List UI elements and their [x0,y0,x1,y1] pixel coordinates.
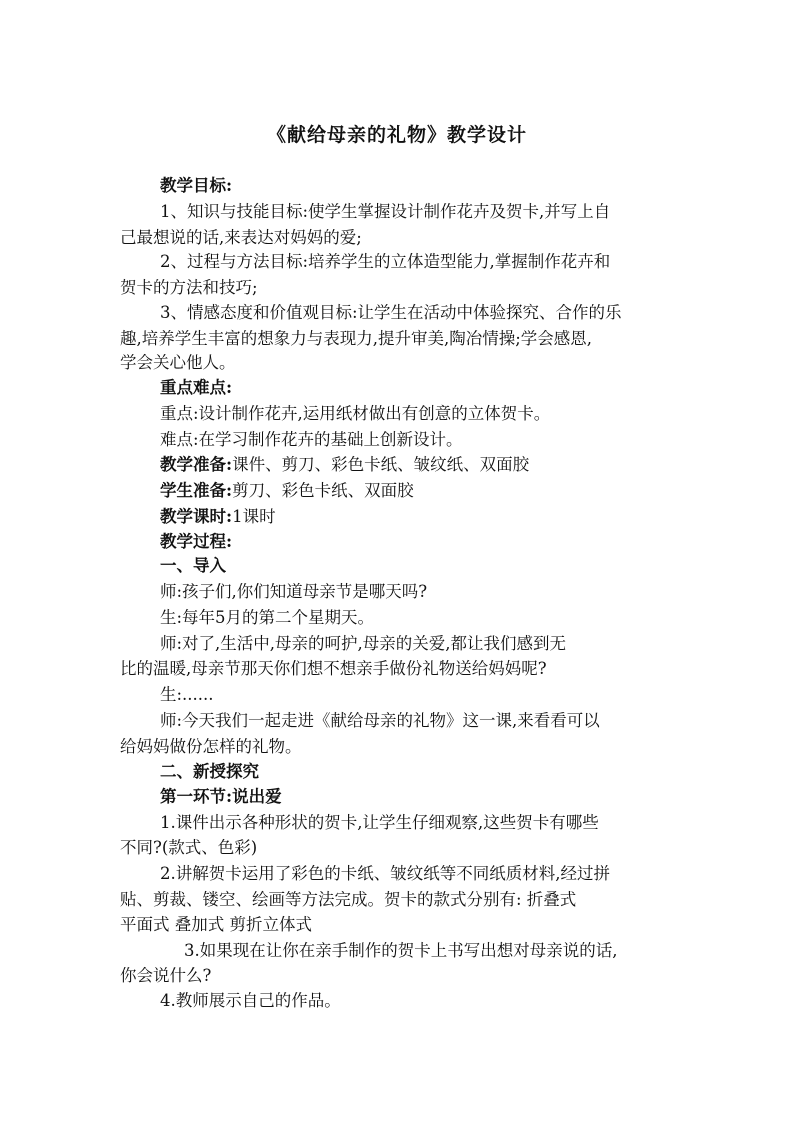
text-line: 重点难点: [160,378,233,397]
text-line: 你会说什么? [120,966,212,985]
text-line: 4.教师展示自己的作品。 [160,991,341,1010]
text-line: 贺卡的方法和技巧; [120,278,258,297]
text-line: 平面式 叠加式 剪折立体式 [120,915,312,934]
text-line: 1、知识与技能目标:使学生掌握设计制作花卉及贺卡,并写上自 [160,202,611,221]
line-text: 剪刀、彩色卡纸、双面胶 [232,481,414,500]
text-line: 学会关心他人。 [120,353,236,372]
line-text: 课件、剪刀、彩色卡纸、皱纹纸、双面胶 [232,455,530,474]
text-line: 难点:在学习制作花卉的基础上创新设计。 [160,430,463,449]
text-line: 不同?(款式、色彩) [120,838,258,857]
text-line: 一、导入 [160,556,226,575]
text-line: 3、情感态度和价值观目标:让学生在活动中体验探究、合作的乐 [160,303,622,322]
line-text: 1课时 [232,507,276,526]
line-label: 学生准备: [160,481,233,500]
text-line: 教学过程: [160,532,233,551]
text-line: 第一环节:说出爱 [160,787,282,806]
document-title: 《献给母亲的礼物》教学设计 [266,124,527,146]
line-label: 教学准备: [160,455,233,474]
text-line: 趣,培养学生丰富的想象力与表现力,提升审美,陶冶情操;学会感恩, [120,329,593,348]
labeled-line [120,505,720,529]
text-line: 教学目标: [160,176,233,195]
text-line: 己最想说的话,来表达对妈妈的爱; [120,228,362,247]
text-line: 3.如果现在让你在亲手制作的贺卡上书写出想对母亲说的话, [184,941,618,960]
text-line: 重点:设计制作花卉,运用纸材做出有创意的立体贺卡。 [160,404,551,423]
text-line: 二、新授探究 [160,762,259,781]
text-line: 师:对了,生活中,母亲的呵护,母亲的关爱,都让我们感到无 [160,634,567,653]
text-line: 师:孩子们,你们知道母亲节是哪天吗? [160,582,428,601]
text-line: 生:...... [160,685,214,704]
text-line: 给妈妈做份怎样的礼物。 [120,737,302,756]
text-line: 1.课件出示各种形状的贺卡,让学生仔细观察,这些贺卡有哪些 [160,813,599,832]
line-label: 教学课时: [160,507,233,526]
text-line: 贴、剪裁、镂空、绘画等方法完成。贺卡的款式分别有: 折叠式 [120,890,577,909]
labeled-line [120,453,720,477]
labeled-line [120,479,720,503]
text-line: 比的温暖,母亲节那天你们想不想亲手做份礼物送给妈妈呢? [120,659,547,678]
text-line: 2、过程与方法目标:培养学生的立体造型能力,掌握制作花卉和 [160,252,611,271]
text-line: 2.讲解贺卡运用了彩色的卡纸、皱纹纸等不同纸质材料,经过拼 [160,864,610,883]
text-line: 生:每年5月的第二个星期天。 [160,608,375,627]
text-line: 师:今天我们一起走进《献给母亲的礼物》这一课,来看看可以 [160,711,600,730]
